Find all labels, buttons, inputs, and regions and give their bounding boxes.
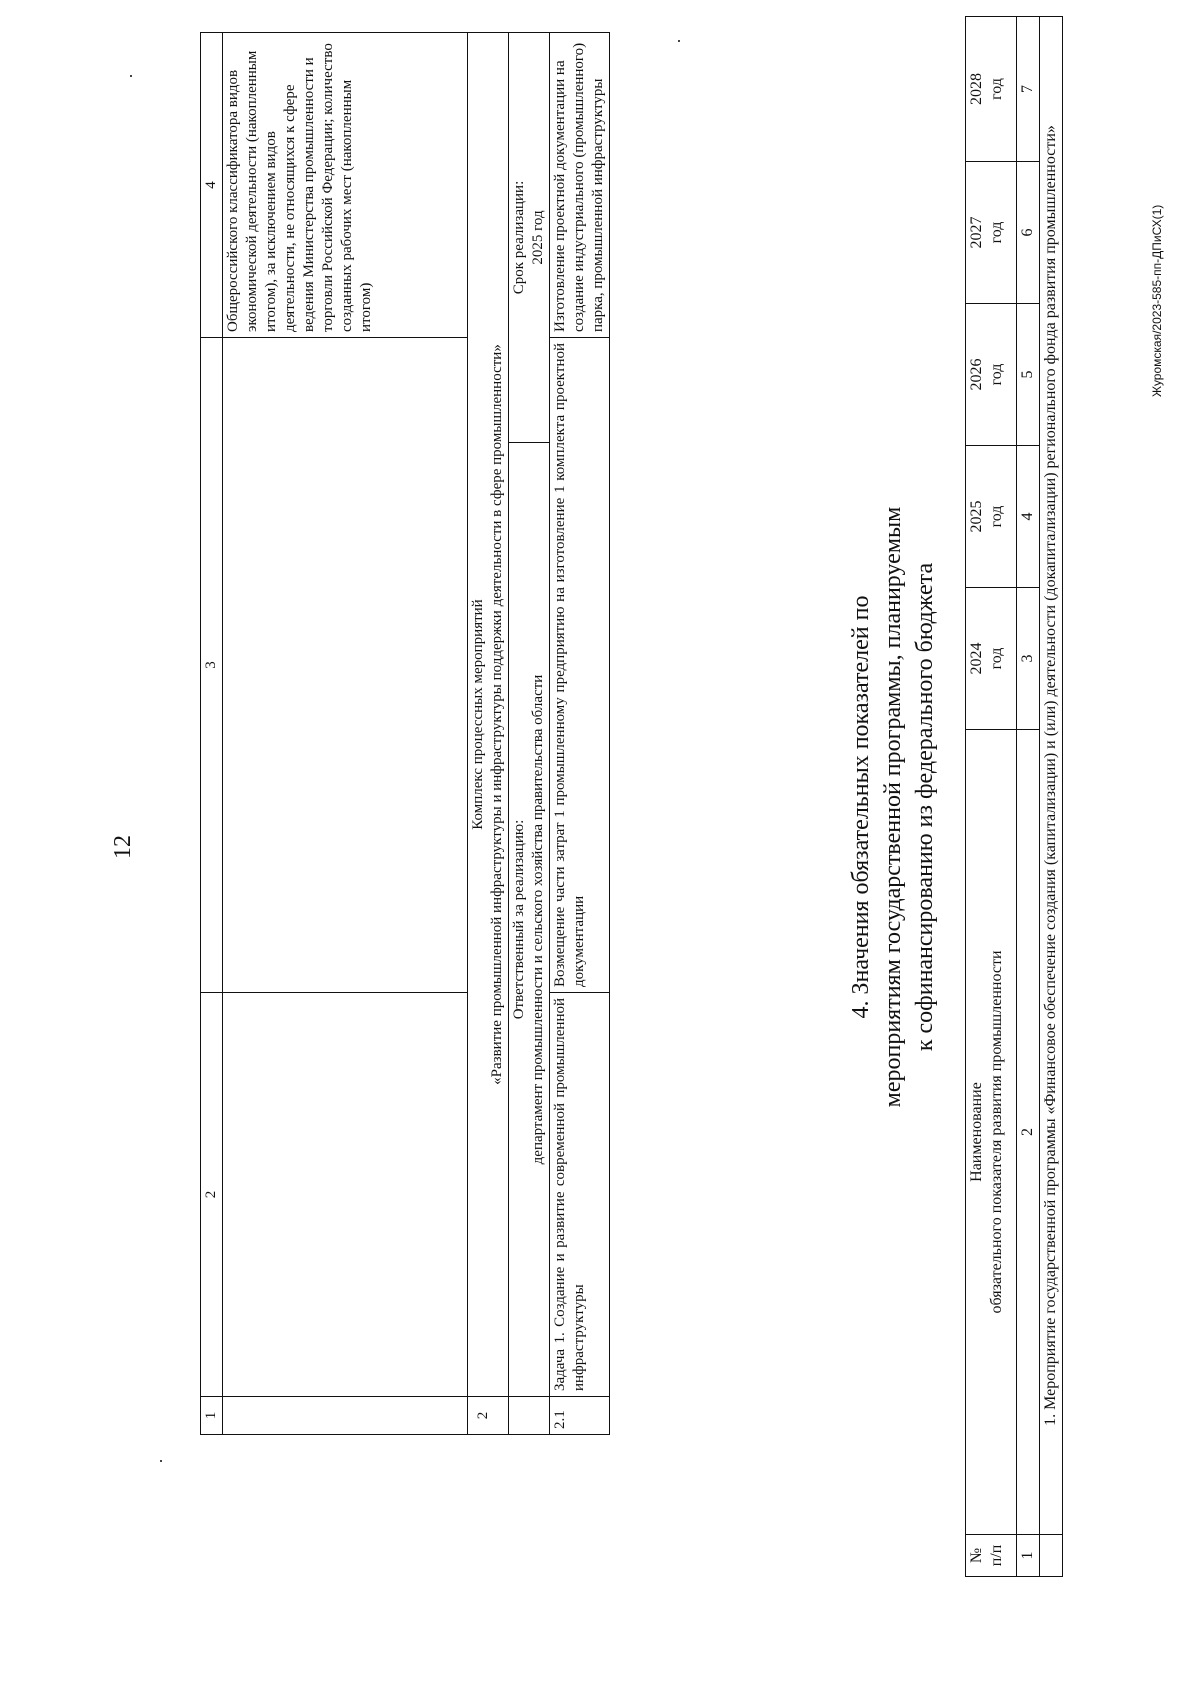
table-row xyxy=(1017,17,1040,1577)
measure-text: Возмещение части затрат 1 промышленному предприятию на изготовление 1 комплекта проектной документации xyxy=(550,338,610,993)
col-number: 6 xyxy=(1017,162,1040,304)
col-number: 3 xyxy=(1017,588,1040,730)
scan-speck xyxy=(160,1460,162,1462)
header-year: 2024 год xyxy=(966,588,1017,730)
header-number: № п/п xyxy=(966,1535,1017,1577)
table-row xyxy=(550,33,610,1435)
row-1-text: 1. Мероприятие государственной программы «Финансовое обеспечение создания (капитализации) и (или) деятельности (докапитализации) регионального фонда развития промышленности» xyxy=(1040,17,1063,1535)
term: Срок реализации: 2025 год xyxy=(509,33,550,443)
row-number: 2.1 xyxy=(550,1397,610,1435)
scan-speck xyxy=(130,75,132,77)
measures-table xyxy=(200,32,610,1435)
col-number: 2 xyxy=(1017,730,1040,1535)
col-number: 1 xyxy=(1017,1535,1040,1577)
header-year: 2025 год xyxy=(966,446,1017,588)
indicators-table xyxy=(965,16,1063,1577)
col-number: 5 xyxy=(1017,304,1040,446)
header-year: 2027 год xyxy=(966,162,1017,304)
col-number: 2 xyxy=(201,993,223,1397)
table-row xyxy=(468,33,509,1435)
table-row xyxy=(201,33,223,1435)
scan-speck xyxy=(678,40,680,42)
col-number: 7 xyxy=(1017,17,1040,162)
col-number: 3 xyxy=(201,338,223,993)
col-number: 4 xyxy=(1017,446,1040,588)
col-number: 1 xyxy=(201,1397,223,1435)
table-row xyxy=(509,33,550,1435)
indicator-text: Общероссийского классификатора видов экономической деятельности (накопленным итогом), за исключением видов деятельности, не относящихся к сфере ведения Министерства промышленности и торговли Российской Федерации; количество созданных рабочих мест (накопленным итогом) xyxy=(223,33,468,338)
header-year: 2028 год xyxy=(966,17,1017,162)
page-number: 12 xyxy=(110,835,136,859)
section-title: Комплекс процессных мероприятий «Развитие промышленной инфраструктуры и инфраструктуры поддержки деятельности в сфере промышленности» xyxy=(468,33,509,1397)
footer-code: Журомская/2023-585-пп-ДПиСХ(1) xyxy=(1150,204,1164,397)
responsible: Ответственный за реализацию: департамент промышленности и сельского хозяйства правительства области xyxy=(509,443,550,1397)
section-4-title: 4. Значения обязательных показателей по мероприятиям государственной программы, планируемым к софинансированию из федерального бюджета xyxy=(848,506,938,1108)
header-name: Наименование обязательного показателя развития промышленности xyxy=(966,730,1017,1535)
table-row xyxy=(1040,17,1063,1577)
section-number: 2 xyxy=(468,1397,509,1435)
table-header-row xyxy=(966,17,1017,1577)
table-row xyxy=(223,33,468,1435)
result-text: Изготовление проектной документации на создание индустриального (промышленного) парка, промышленной инфраструктуры xyxy=(550,33,610,338)
col-number: 4 xyxy=(201,33,223,338)
header-year: 2026 год xyxy=(966,304,1017,446)
task-text: Задача 1. Создание и развитие современной промышленной инфраструктуры xyxy=(550,993,610,1397)
